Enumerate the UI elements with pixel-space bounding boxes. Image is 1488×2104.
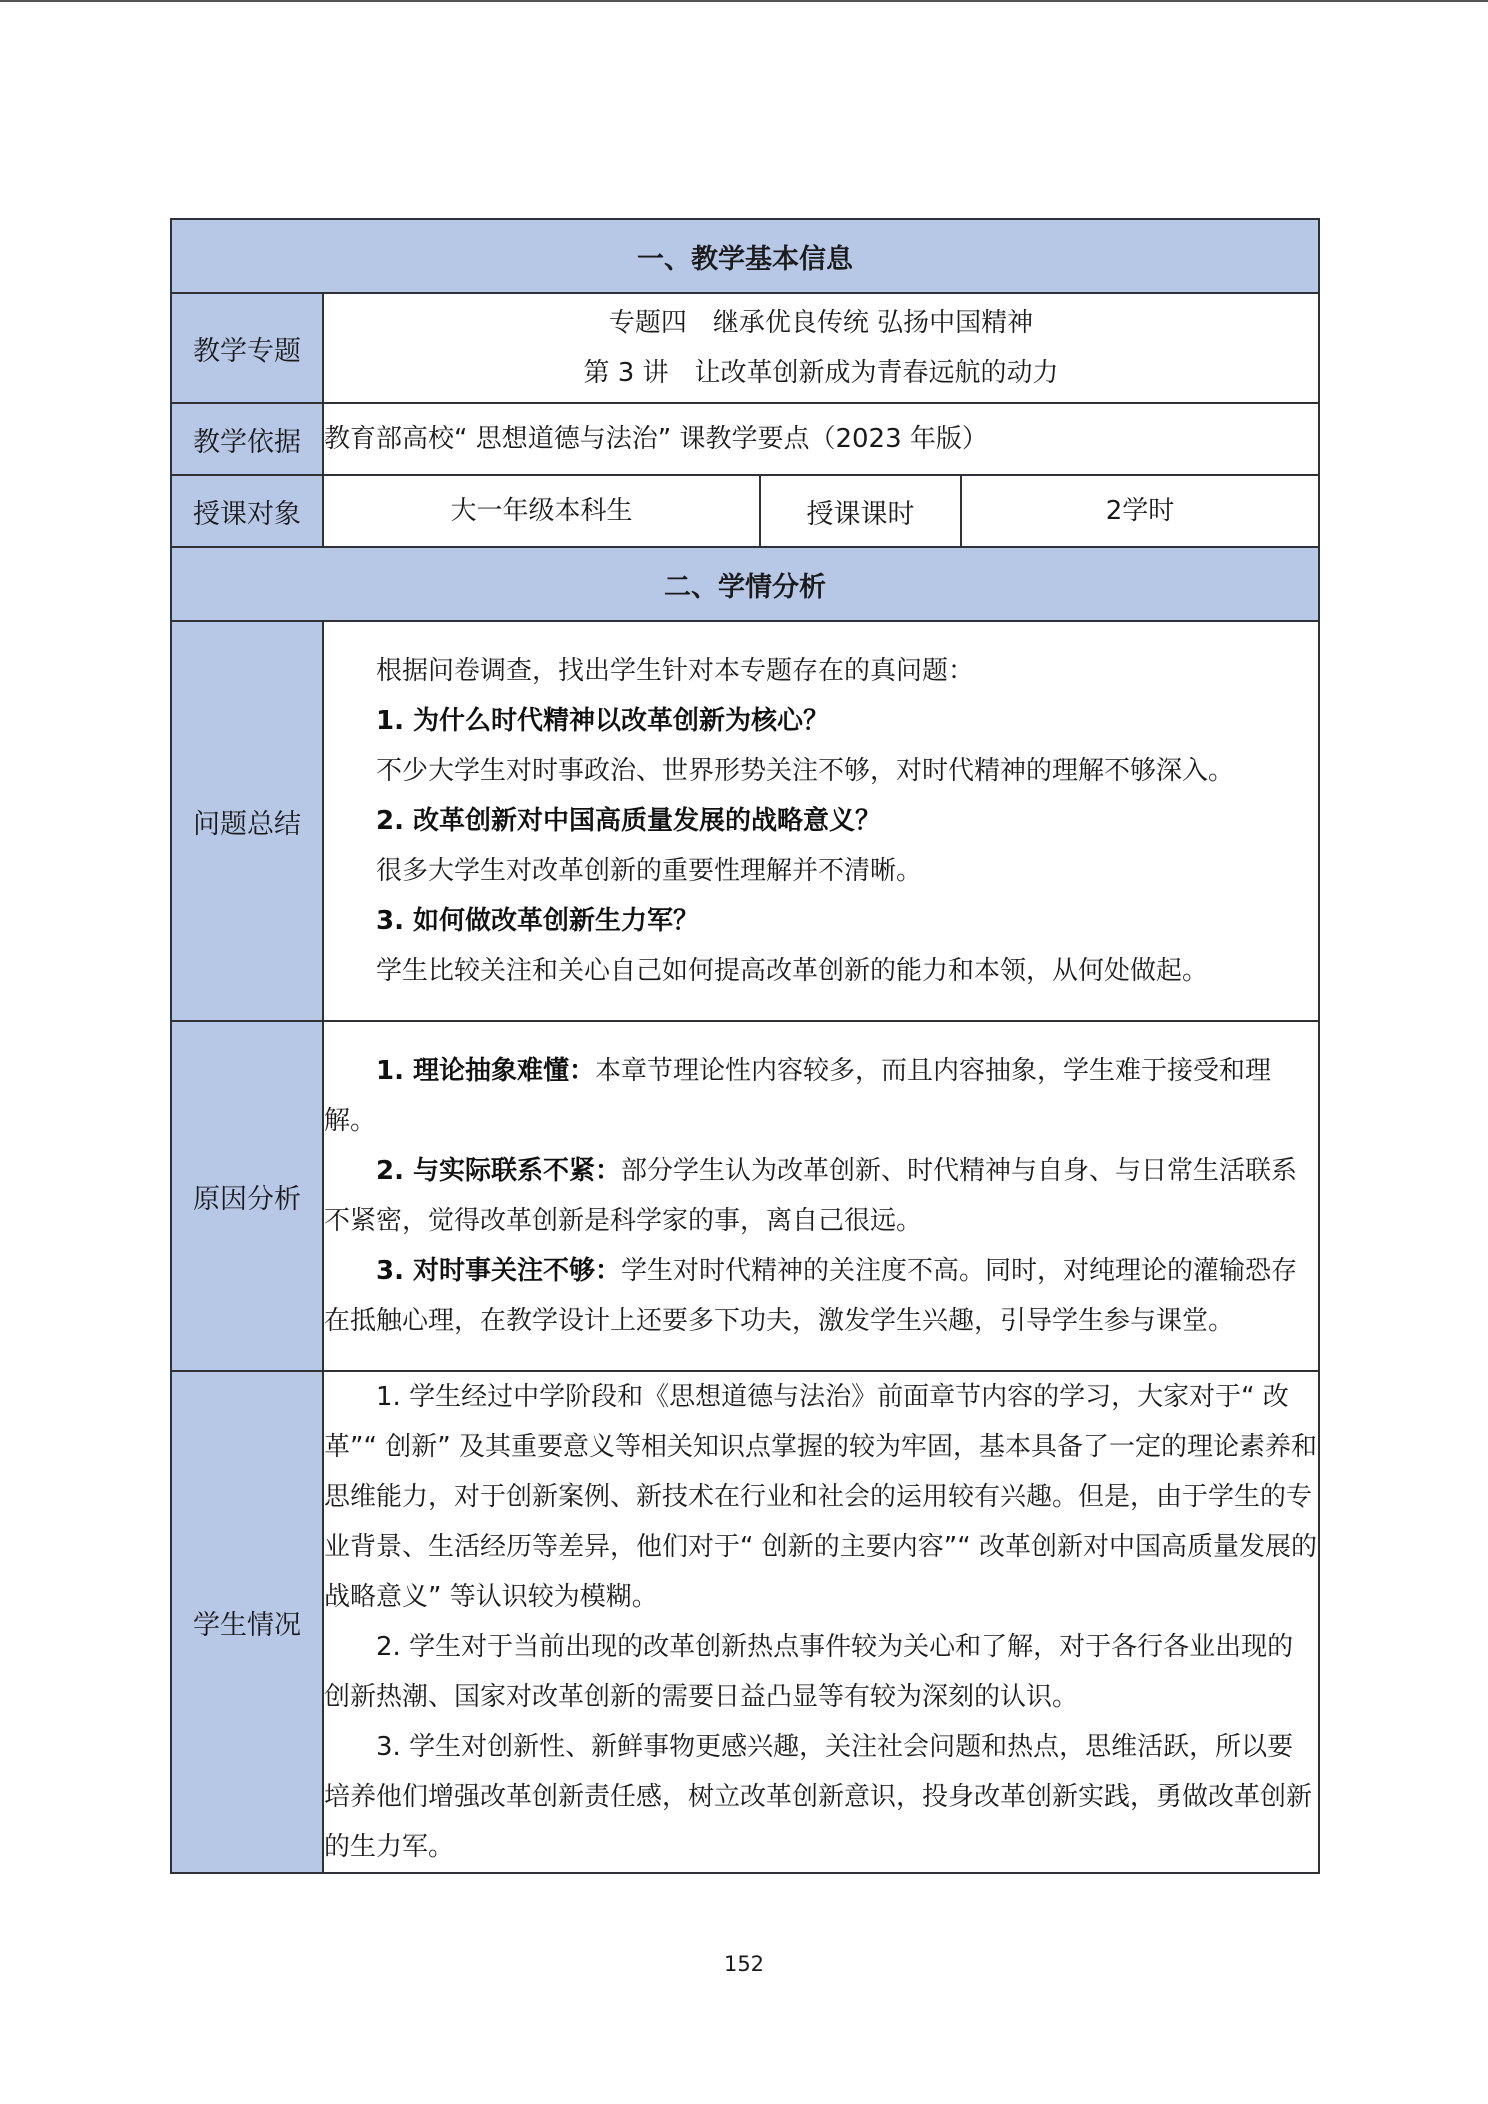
students-label: 学生情况 <box>171 1371 323 1873</box>
section-2-header-row <box>171 547 1319 621</box>
audience-row <box>171 475 1319 547</box>
page-number: 152 <box>723 1952 765 1976</box>
problems-row <box>171 621 1319 1021</box>
section-1-title: 一、教学基本信息 <box>171 219 1319 293</box>
cause-2-title: 2. 与实际联系不紧： <box>376 1156 622 1186</box>
causes-label: 原因分析 <box>171 1021 323 1371</box>
problems-q2-title: 2. 改革创新对中国高质量发展的战略意义？ <box>376 806 882 836</box>
cause-2 <box>324 1146 1318 1246</box>
problems-q2-text: 很多大学生对改革创新的重要性理解并不清晰。 <box>376 856 923 886</box>
topic-row <box>171 293 1319 403</box>
cause-3-title: 3. 对时事关注不够： <box>376 1256 622 1286</box>
topic-line-2: 第 3 讲 让改革创新成为青春远航的动力 <box>583 358 1059 388</box>
problems-label: 问题总结 <box>171 621 323 1021</box>
hours-value: 2学时 <box>961 475 1319 547</box>
problems-q2-title-line <box>324 796 1318 846</box>
students-row <box>171 1371 1319 1873</box>
causes-row <box>171 1021 1319 1371</box>
students-para-2: 2. 学生对于当前出现的改革创新热点事件较为关心和了解，对于各行各业出现的创新热潮、国家对改革创新的需要日益凸显等有较为深刻的认识。 <box>324 1632 1294 1712</box>
cause-1-title: 1. 理论抽象难懂： <box>376 1056 596 1086</box>
problems-q1-text: 不少大学生对时事政治、世界形势关注不够，对时代精神的理解不够深入。 <box>376 756 1235 786</box>
teaching-info-table <box>170 218 1320 1874</box>
hours-label: 授课课时 <box>760 475 961 547</box>
audience-label: 授课对象 <box>171 475 323 547</box>
basis-label: 教学依据 <box>171 403 323 475</box>
problems-q1-title: 1. 为什么时代精神以改革创新为核心？ <box>376 706 830 736</box>
section-1-header-row <box>171 219 1319 293</box>
students-para-3: 3. 学生对创新性、新鲜事物更感兴趣，关注社会问题和热点，思维活跃，所以要培养他们增强改革创新责任感，树立改革创新意识，投身改革创新实践，勇做改革创新的生力军。 <box>324 1732 1313 1862</box>
cause-3 <box>324 1246 1318 1346</box>
topic-label: 教学专题 <box>171 293 323 403</box>
section-2-title: 二、学情分析 <box>171 547 1319 621</box>
audience-value: 大一年级本科生 <box>323 475 760 547</box>
problems-q1-title-line <box>324 696 1318 746</box>
problems-content <box>323 621 1319 1021</box>
topic-line-1: 专题四 继承优良传统 弘扬中国精神 <box>608 308 1034 338</box>
cause-1-text: 本章节理论性内容较多，而且内容抽象，学生难于接受和理解。 <box>324 1056 1272 1136</box>
cause-3-text: 学生对时代精神的关注度不高。同时，对纯理论的灌输恐存在抵触心理，在教学设计上还要多下功夫，激发学生兴趣，引导学生参与课堂。 <box>324 1256 1298 1336</box>
problems-q3-text: 学生比较关注和关心自己如何提高改革创新的能力和本领，从何处做起。 <box>376 956 1209 986</box>
basis-value: 教育部高校“ 思想道德与法治” 课教学要点（2023 年版） <box>323 403 1319 475</box>
students-para-1: 1. 学生经过中学阶段和《思想道德与法治》前面章节内容的学习，大家对于“ 改革”“ 创新” 及其重要意义等相关知识点掌握的较为牢固，基本具备了一定的理论素养和思维能力，对于创新案例、新技术在行业和社会的运用较有兴趣。但是，由于学生的专业背景、生活经历等差异，他们对于“ 创新的主要内容”“ 改革创新对中国高质量发展的战略意义” 等认识较为模糊。 <box>324 1382 1317 1612</box>
problems-intro: 根据问卷调查，找出学生针对本专题存在的真问题： <box>376 656 975 686</box>
problems-q3-title-line <box>324 896 1318 946</box>
cause-2-text: 部分学生认为改革创新、时代精神与自身、与日常生活联系不紧密，觉得改革创新是科学家的事，离自己很远。 <box>324 1156 1298 1236</box>
causes-content <box>323 1021 1319 1371</box>
students-content <box>323 1371 1319 1873</box>
topic-value <box>323 293 1319 403</box>
basis-row <box>171 403 1319 475</box>
problems-q3-title: 3. 如何做改革创新生力军？ <box>376 906 700 936</box>
cause-1 <box>324 1046 1318 1146</box>
page-top-border <box>0 0 1488 2</box>
